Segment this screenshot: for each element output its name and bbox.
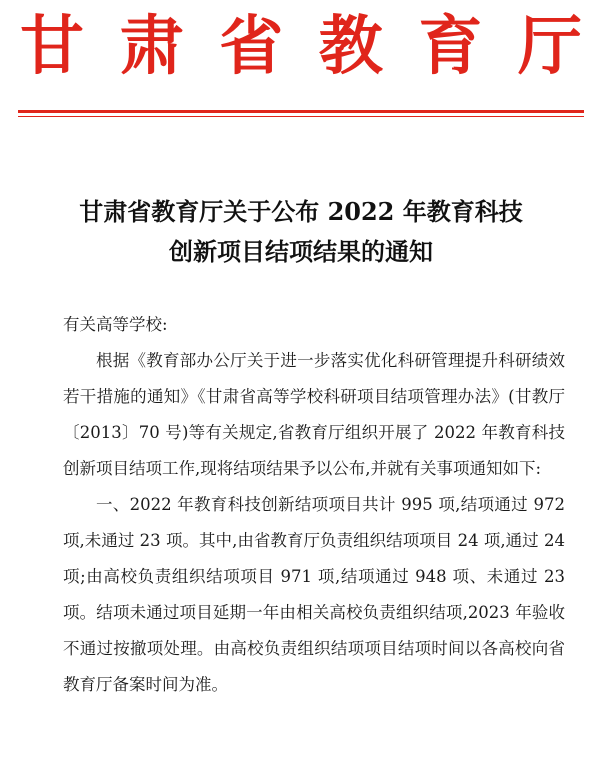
org-char: 育 — [418, 10, 483, 84]
org-char: 厅 — [517, 10, 582, 84]
paragraph: 一、2022 年教育科技创新结项项目共计 995 项,结项通过 972 项,未通过 23 项。其中,由省教育厅负责组织结项项目 24 项,通过 24 项;由高校负责组织结项项目 971 项,结项通过 948 项、未通过 23 项。结项未通过项目延期一年由相关高校负责组织结项,2023 年验收不通过按撤项处理。由高校负责组织结项项目结项时间以各高校向省教育厅备案时间为准。 — [63, 495, 565, 694]
title-line-1: 甘肃省教育厅关于公布 2022 年教育科技 — [79, 197, 523, 226]
title-line-2: 创新项目结项结果的通知 — [169, 237, 433, 266]
document-title — [30, 192, 572, 272]
org-char: 省 — [219, 10, 284, 84]
paragraph: 根据《教育部办公厅关于进一步落实优化科研管理提升科研绩效若干措施的通知》《甘肃省高等学校科研项目结项管理办法》(甘教厅〔2013〕70 号)等有关规定,省教育厅组织开展了 2022 年教育科技创新项目结项工作,现将结项结果予以公布,并就有关事项通知如下: — [63, 351, 565, 478]
org-char: 肃 — [119, 10, 184, 84]
org-char: 教 — [318, 10, 383, 84]
salutation: 有关高等学校: — [63, 315, 168, 334]
issuing-organization — [20, 6, 582, 88]
document-body — [63, 307, 565, 703]
org-char: 甘 — [20, 10, 84, 84]
letterhead — [0, 0, 602, 125]
header-divider-thin — [18, 116, 584, 117]
header-divider-thick — [18, 110, 584, 113]
